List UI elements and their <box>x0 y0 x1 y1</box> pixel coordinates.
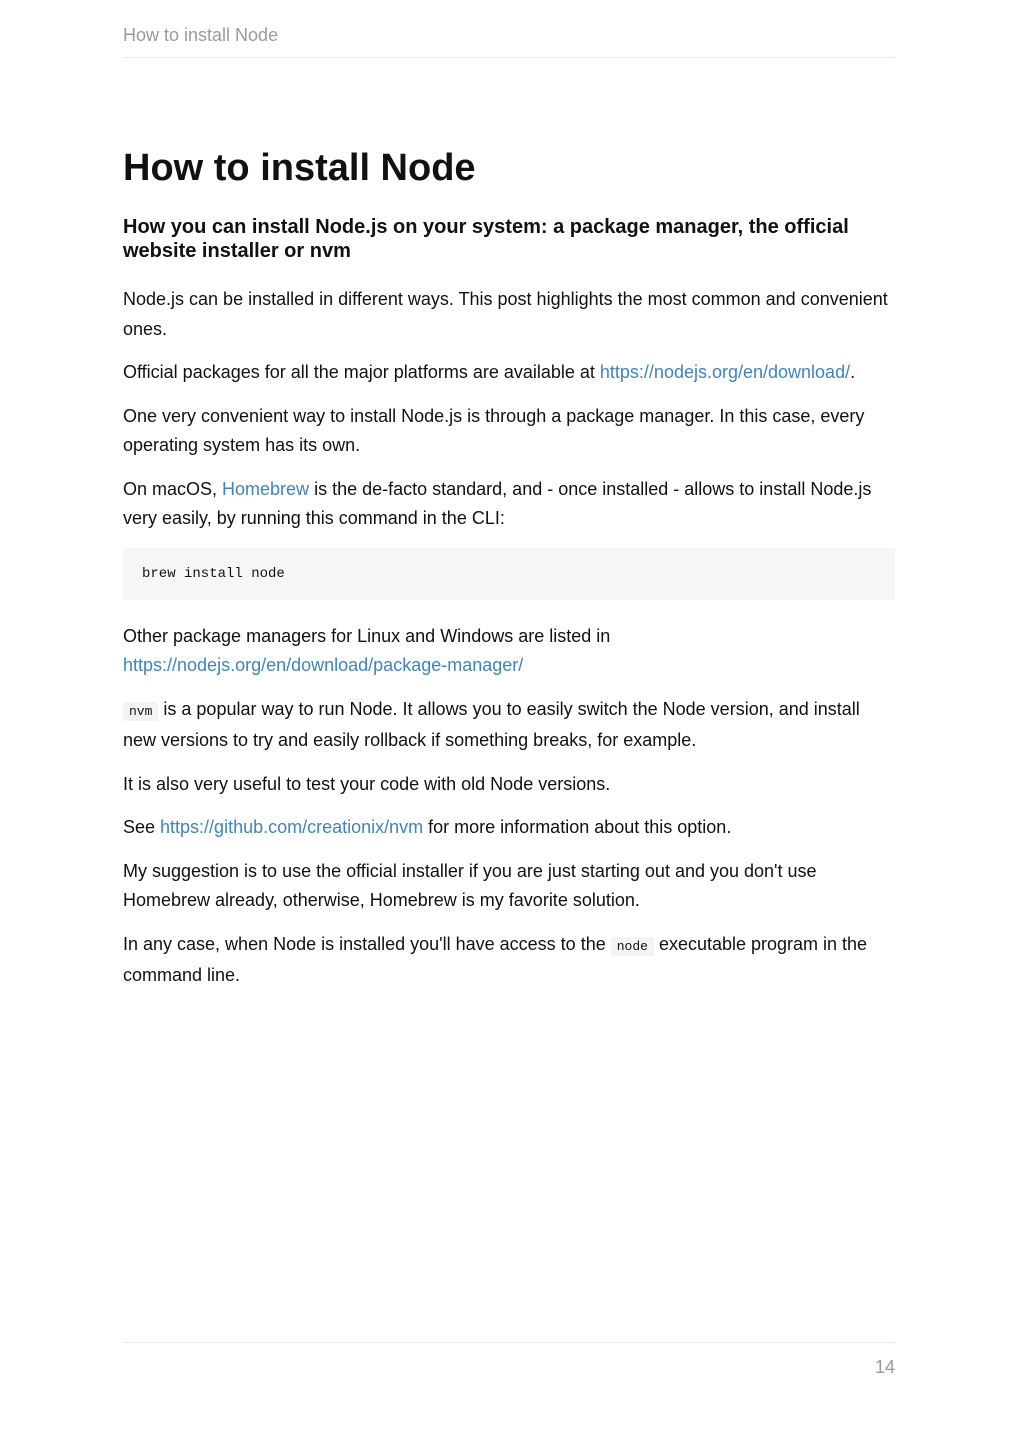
paragraph-text: for more information about this option. <box>423 817 732 837</box>
inline-code-node: node <box>611 937 654 956</box>
paragraph-official-packages <box>123 358 895 388</box>
package-manager-link[interactable]: https://nodejs.org/en/download/package-manager/ <box>123 655 524 675</box>
paragraph-text: Official packages for all the major platforms are available at <box>123 362 600 382</box>
paragraph-text: See <box>123 817 161 837</box>
paragraph-text: In any case, when Node is installed you'll have access to the <box>123 933 611 954</box>
paragraph-nvm <box>123 695 895 756</box>
paragraph-text: Other package managers for Linux and Windows are listed in <box>123 625 611 646</box>
page-title: How to install Node <box>123 147 476 189</box>
paragraph-text: is the de-facto standard, and - once installed - allows to install Node.js very easily, by running this command in the CLI: <box>123 478 872 528</box>
page-subtitle: How you can install Node.js on your system: a package manager, the official website installer or nvm <box>123 216 849 262</box>
paragraph-text: executable program in the command line. <box>123 933 868 985</box>
code-block-brew: brew install node <box>123 548 895 600</box>
paragraph-macos <box>123 475 895 534</box>
nodejs-download-link[interactable]: https://nodejs.org/en/download/ <box>599 362 851 382</box>
article-body <box>123 285 895 1005</box>
paragraph-suggestion: My suggestion is to use the official installer if you are just starting out and you don't use Homebrew already, otherwise, Homebrew is my favorite solution. <box>123 860 817 910</box>
nvm-github-link[interactable]: https://github.com/creationix/nvm <box>160 817 424 837</box>
paragraph-node-executable <box>123 930 895 991</box>
paragraph-package-manager: One very convenient way to install Node.js is through a package manager. In this case, every operating system has its own. <box>123 405 865 455</box>
paragraph-old-versions: It is also very useful to test your code with old Node versions. <box>123 773 611 794</box>
paragraph-text: . <box>850 362 856 382</box>
homebrew-link[interactable]: Homebrew <box>222 478 310 499</box>
inline-code-nvm: nvm <box>123 702 158 721</box>
paragraph-intro: Node.js can be installed in different ways. This post highlights the most common and convenient ones. <box>123 289 888 339</box>
paragraph-see-nvm <box>123 813 895 843</box>
page-number: 14 <box>123 1342 895 1378</box>
running-header: How to install Node <box>123 24 895 58</box>
paragraph-text: On macOS, <box>123 478 223 499</box>
paragraph-other-managers <box>123 622 895 681</box>
paragraph-text: is a popular way to run Node. It allows you to easily switch the Node version, and install new versions to try and easily rollback if something breaks, for example. <box>123 698 860 750</box>
